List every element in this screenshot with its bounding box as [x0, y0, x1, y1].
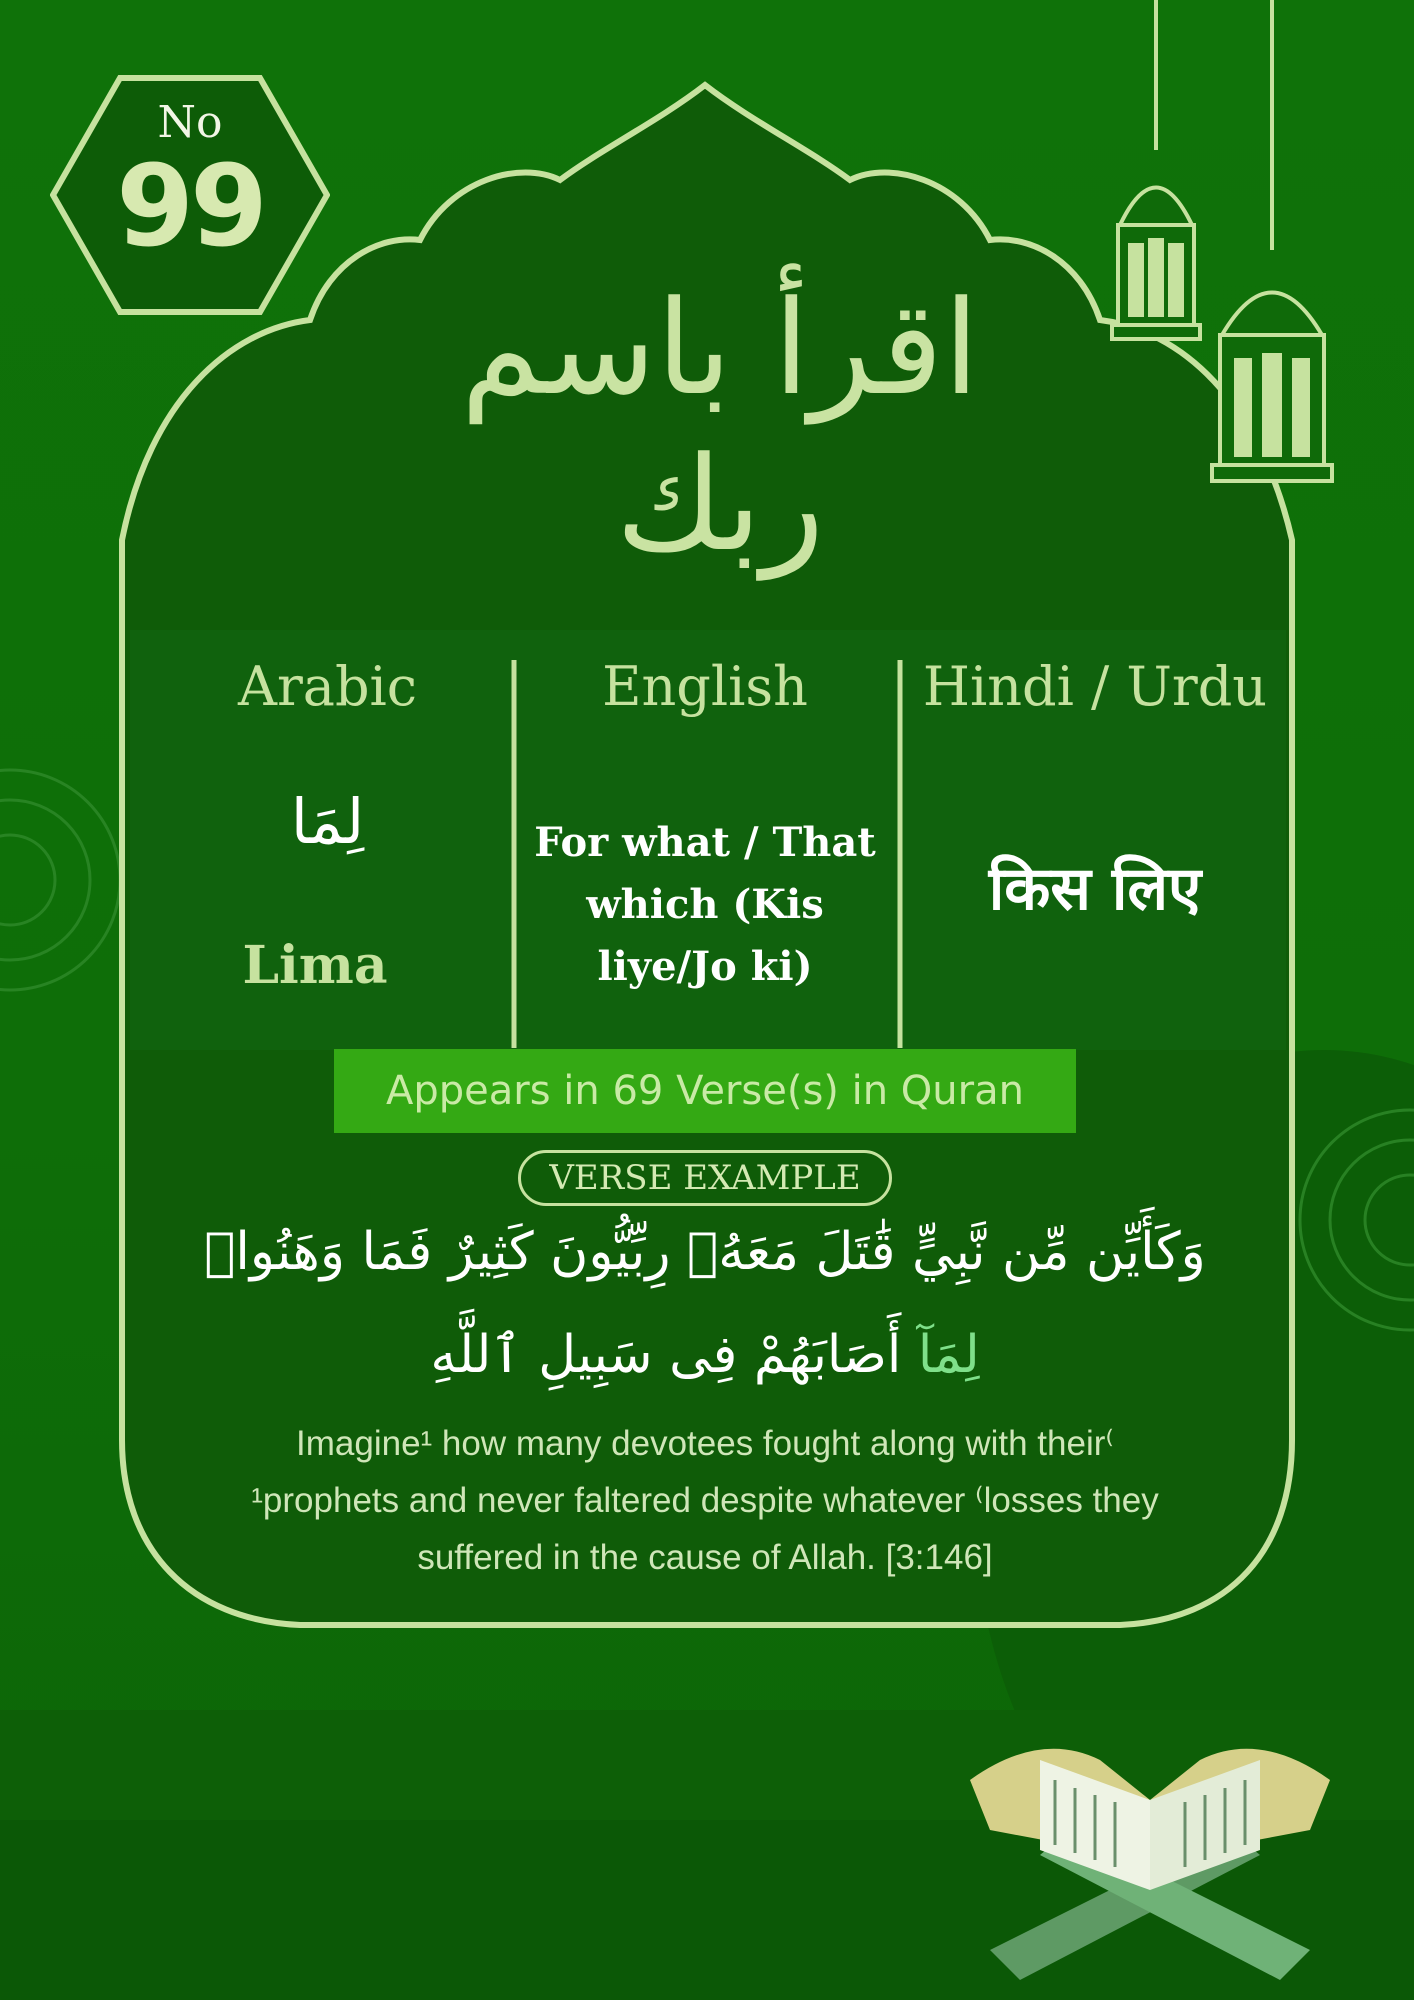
badge-label: No [157, 97, 223, 148]
hindi-meaning: किस लिए [988, 854, 1202, 924]
transliteration: Lima [242, 935, 388, 996]
verse-translation: Imagine¹ how many devotees fought along with their⁽ ¹prophets and never faltered despite whatever ⁽losses they suffered in the cause of Allah. [3:146] [251, 1424, 1159, 1577]
verse-arabic-line-2 [190, 1325, 1220, 1385]
verse-arabic-line-1: وَكَأَيِّن مِّن نَّبِيٍّ قَٰتَلَ مَعَهُۥ رِبِّيُّونَ كَثِيرٌ فَمَا وَهَنُوا۟ [204, 1222, 1206, 1282]
english-column-header: English [602, 655, 808, 718]
english-meaning: For what / That which (Kis liye/Jo ki) [534, 819, 876, 990]
verse-example-label: VERSE EXAMPLE [518, 1150, 892, 1206]
badge-number: 99 [116, 142, 264, 272]
arabic-column-header: Arabic [237, 655, 418, 718]
highlighted-word: لِمَآ [917, 1325, 980, 1385]
arabic-word: لِمَا [290, 785, 365, 858]
verse-arabic-line-2-rest: أَصَابَهُمْ فِى سَبِيلِ ٱللَّهِ [430, 1325, 918, 1385]
title-calligraphy: اقرأ باسم ربك [460, 272, 980, 580]
hindi-urdu-column-header: Hindi / Urdu [922, 655, 1268, 718]
number-badge [50, 75, 330, 315]
appears-count-banner: Appears in 69 Verse(s) in Quran [334, 1049, 1076, 1133]
lantern-icon [1100, 0, 1340, 500]
quran-stand-icon [930, 1650, 1370, 1990]
